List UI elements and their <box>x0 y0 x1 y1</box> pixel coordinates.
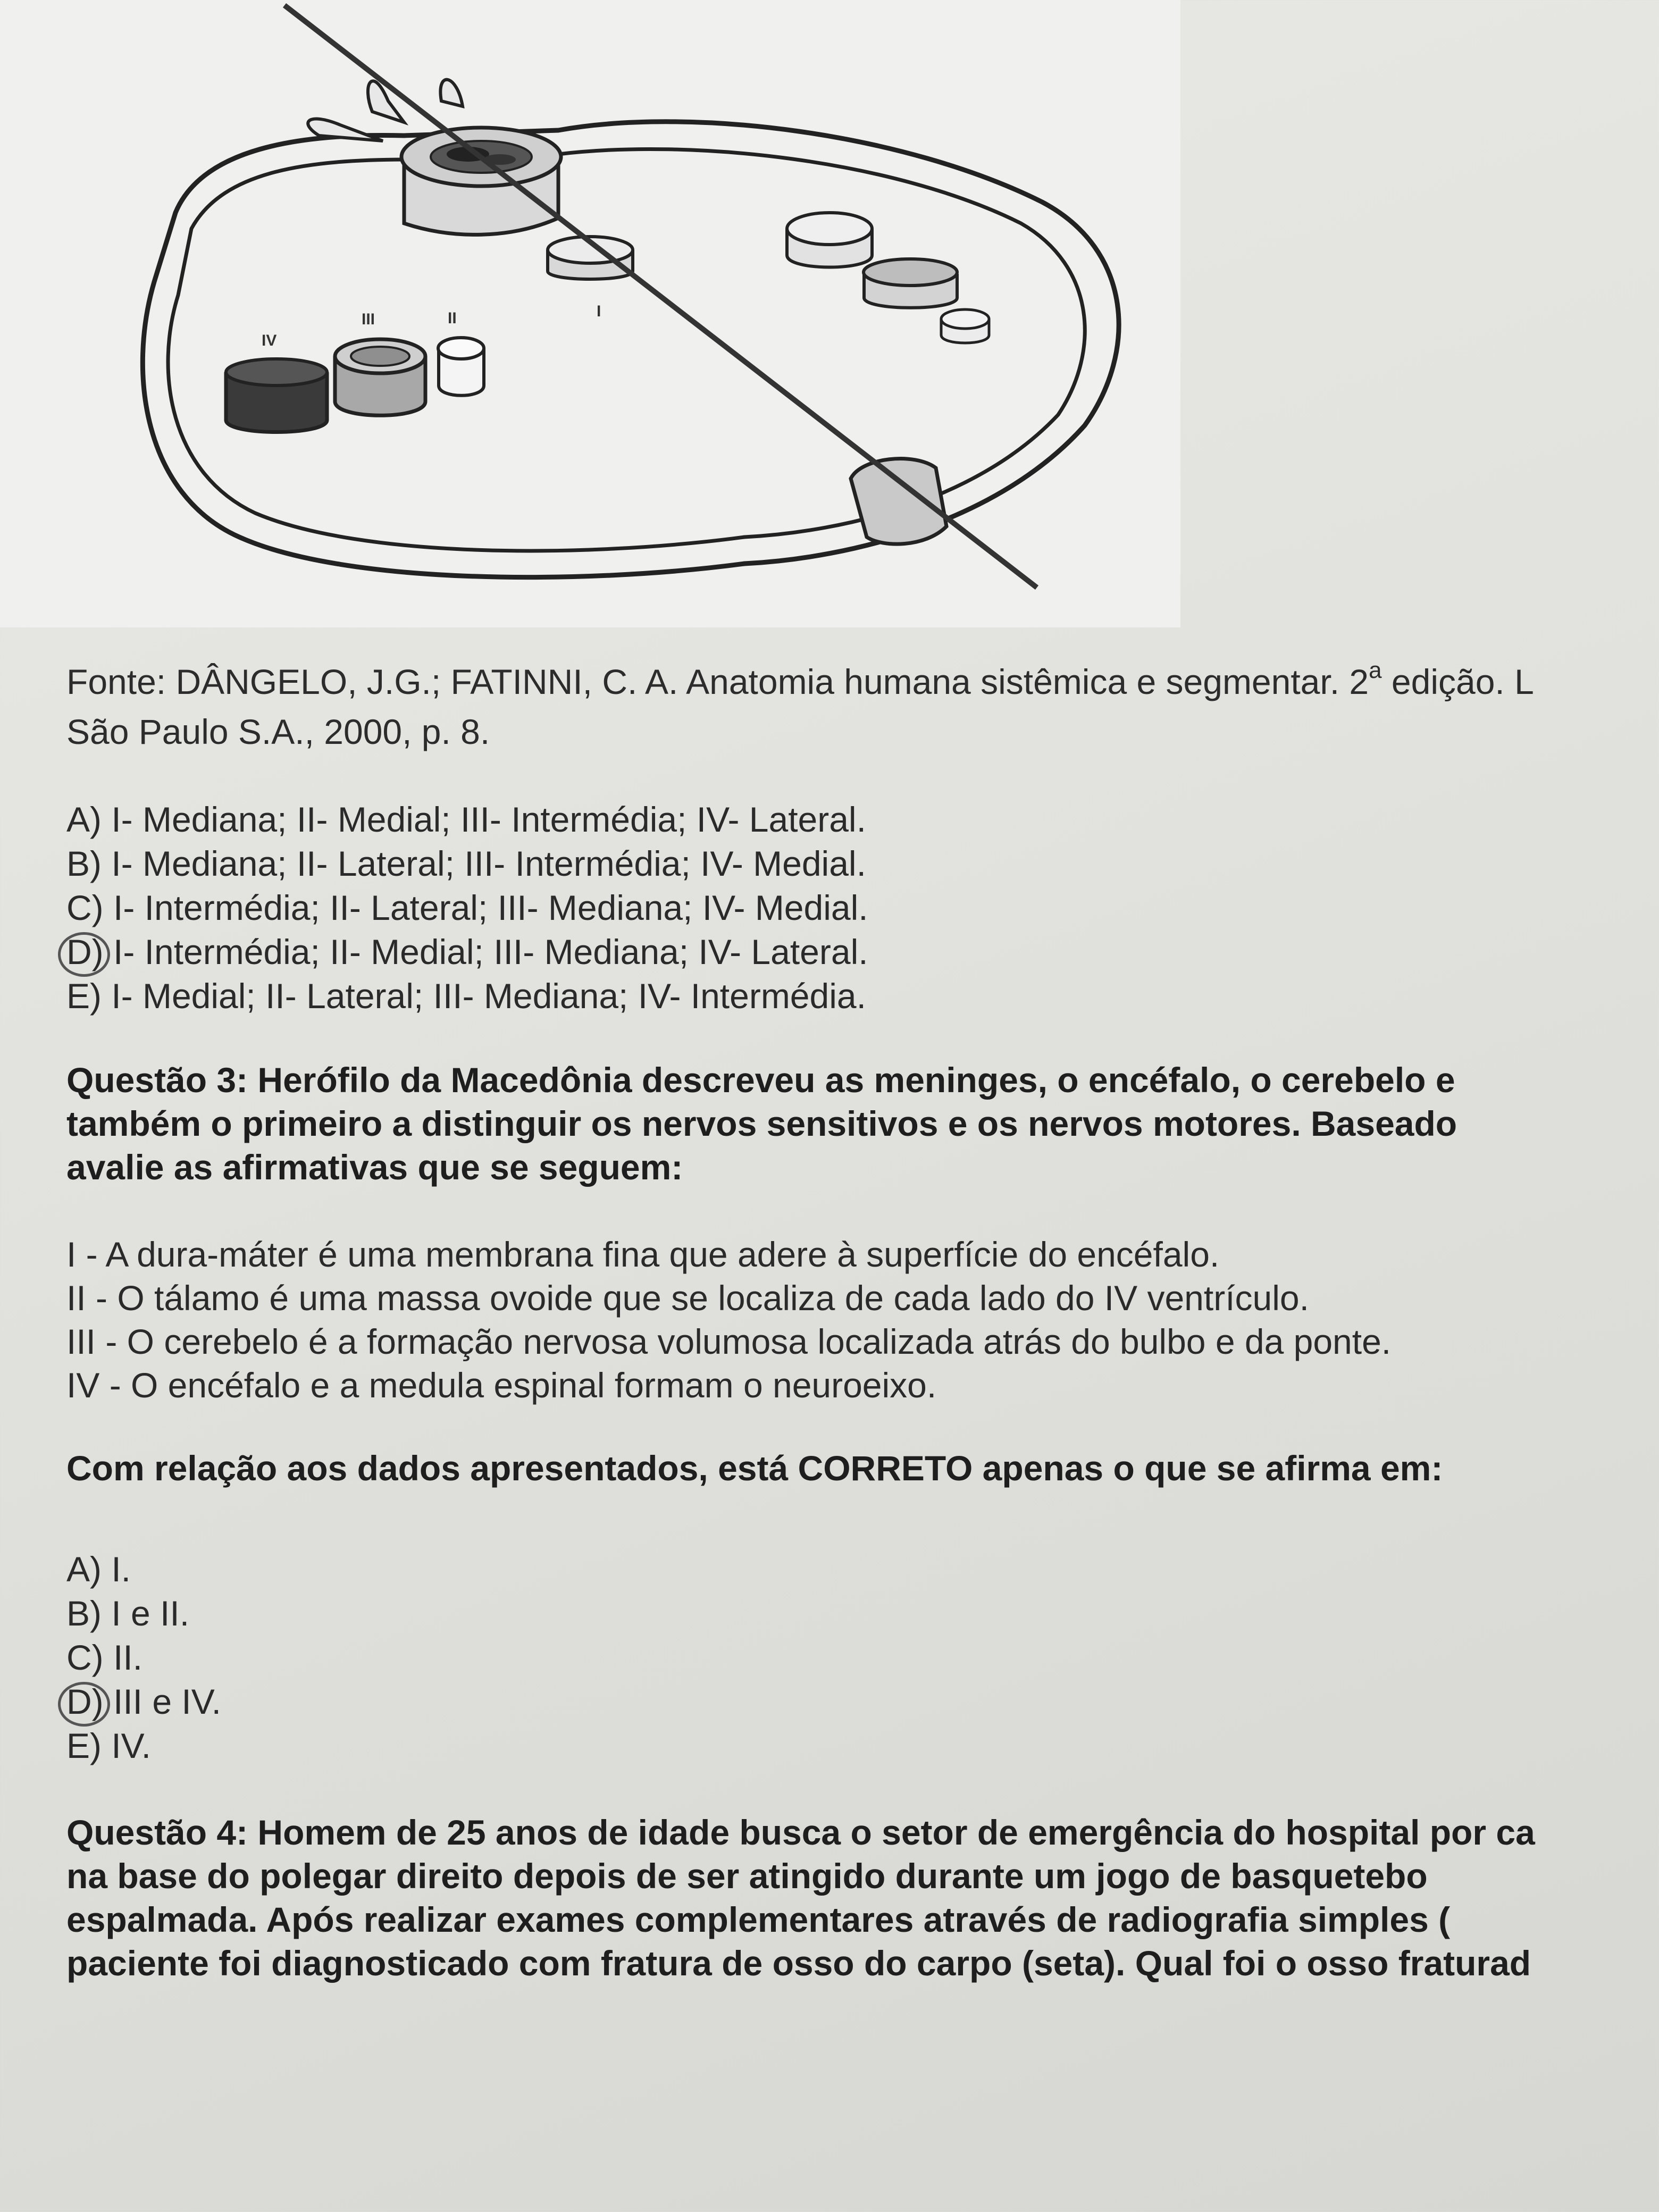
label-IV: IV <box>262 332 277 349</box>
q2-option-a[interactable]: A) I- Mediana; II- Medial; III- Intermédia; IV- Lateral. <box>66 800 866 839</box>
label-I: I <box>597 303 601 320</box>
q2-options <box>66 798 1659 1018</box>
figure-source <box>66 657 1659 757</box>
source-line-2: São Paulo S.A., 2000, p. 8. <box>66 712 490 751</box>
source-line-1: Fonte: DÂNGELO, J.G.; FATINNI, C. A. Anatomia humana sistêmica e segmentar. 2$^a$ edição. L <box>66 657 1534 701</box>
spinal-cross-section-diagram <box>0 0 1180 627</box>
q4-prompt-line-3: espalmada. Após realizar exames complementares através de radiografia simples ( <box>66 1900 1451 1939</box>
q3-question: Com relação aos dados apresentados, está CORRETO apenas o que se afirma em: <box>66 1448 1443 1488</box>
q3-option-c[interactable]: C) II. <box>66 1638 143 1677</box>
q3-prompt <box>66 1058 1659 1189</box>
label-II: II <box>448 309 457 327</box>
q3-statement-2: II - O tálamo é uma massa ovoide que se localiza de cada lado do IV ventrículo. <box>66 1278 1309 1318</box>
label-III: III <box>362 311 375 328</box>
cylinder-II <box>438 338 484 396</box>
q2-option-c[interactable]: C) I- Intermédia; II- Lateral; III- Mediana; IV- Medial. <box>66 888 868 927</box>
q2-option-b[interactable]: B) I- Mediana; II- Lateral; III- Intermédia; IV- Medial. <box>66 844 866 883</box>
inner-ring <box>168 149 1085 550</box>
q3-prompt-line-1: Questão 3: Herófilo da Macedônia descreveu as meninges, o encéfalo, o cerebelo e <box>66 1060 1455 1100</box>
q3-option-a[interactable]: A) I. <box>66 1549 131 1589</box>
right-cylinders <box>787 213 989 343</box>
anatomy-figure <box>0 0 1180 627</box>
q3-statements <box>66 1233 1659 1407</box>
q3-option-d[interactable]: D) III e IV. <box>66 1680 1659 1724</box>
q2-option-e[interactable]: E) I- Medial; II- Lateral; III- Mediana; IV- Intermédia. <box>66 976 866 1016</box>
q3-prompt-line-3: avalie as afirmativas que se seguem: <box>66 1147 683 1187</box>
q3-statement-3: III - O cerebelo é a formação nervosa volumosa localizada atrás do bulbo e da ponte. <box>66 1322 1392 1361</box>
q3-options <box>66 1547 1659 1768</box>
lower-node <box>851 459 946 544</box>
q4-prompt-line-2: na base do polegar direito depois de ser atingido durante um jogo de basquetebo <box>66 1856 1428 1896</box>
q3-option-b[interactable]: B) I e II. <box>66 1594 190 1633</box>
q3-statement-1: I - A dura-máter é uma membrana fina que adere à superfície do encéfalo. <box>66 1235 1220 1274</box>
q4-prompt-line-1: Questão 4: Homem de 25 anos de idade busca o setor de emergência do hospital por ca <box>66 1813 1535 1852</box>
cylinder-IV <box>226 359 327 432</box>
q3-selected-mark: D) <box>66 1680 104 1724</box>
q2-option-d[interactable]: D) I- Intermédia; II- Medial; III- Mediana; IV- Lateral. <box>66 930 1659 974</box>
q2-selected-mark: D) <box>66 930 104 974</box>
q4-prompt <box>66 1811 1659 1985</box>
q3-statement-4: IV - O encéfalo e a medula espinal formam o neuroeixo. <box>66 1365 937 1405</box>
vertebra-group <box>308 80 561 235</box>
outer-ring <box>143 122 1119 577</box>
q3-option-e[interactable]: E) IV. <box>66 1726 151 1765</box>
q3-prompt-line-2: também o primeiro a distinguir os nervos sensitivos e os nervos motores. Baseado <box>66 1104 1457 1143</box>
cylinder-III <box>335 339 425 415</box>
q4-prompt-line-4: paciente foi diagnosticado com fratura de osso do carpo (seta). Qual foi o osso fraturad <box>66 1943 1531 1983</box>
